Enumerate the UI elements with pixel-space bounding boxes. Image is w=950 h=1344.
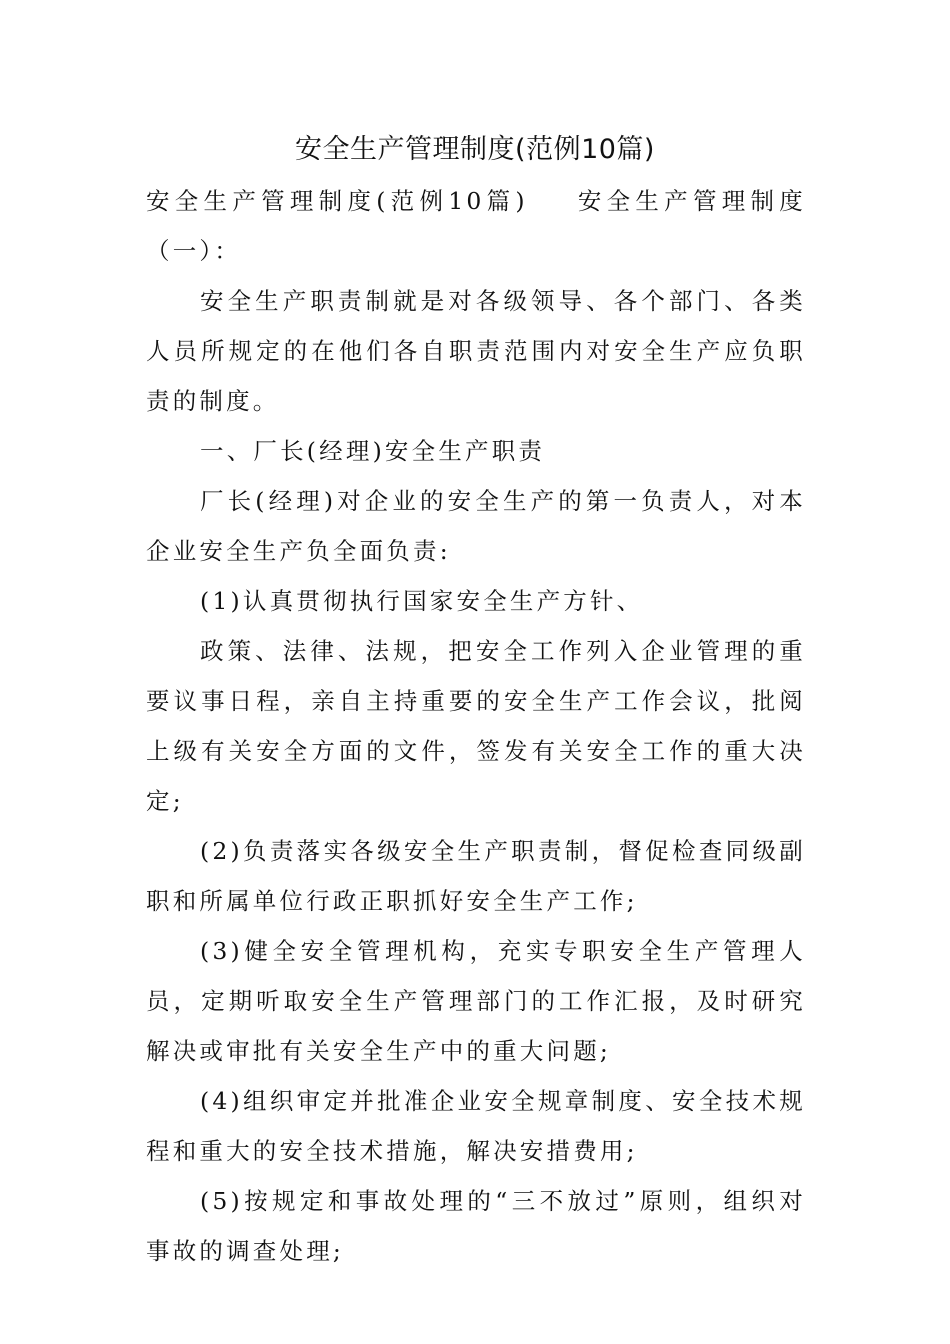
- list-item: (3)健全安全管理机构，充实专职安全生产管理人员，定期听取安全生产管理部门的工作汇报，及时研究解决或审批有关安全生产中的重大问题;: [146, 937, 806, 1065]
- document-title: 安全生产管理制度(范例10篇): [295, 134, 655, 165]
- list-item: (4)组织审定并批准企业安全规章制度、安全技术规程和重大的安全技术措施，解决安措费用;: [146, 1087, 806, 1165]
- section-heading: 一、厂长(经理)安全生产职责: [200, 437, 546, 465]
- paragraph: 政策、法律、法规，把安全工作列入企业管理的重要议事日程，亲自主持重要的安全生产工作会议，批阅上级有关安全方面的文件，签发有关安全工作的重大决定;: [146, 637, 806, 815]
- paragraph: 厂长(经理)对企业的安全生产的第一负责人，对本企业安全生产负全面负责:: [146, 487, 806, 565]
- list-item: (5)按规定和事故处理的“三不放过”原则，组织对事故的调查处理;: [146, 1187, 806, 1265]
- heading-line-right: 安全生产管理制度: [575, 187, 806, 215]
- heading-line: [146, 176, 806, 226]
- paragraph: 安全生产职责制就是对各级领导、各个部门、各类人员所规定的在他们各自职责范围内对安全生产应负职责的制度。: [146, 287, 806, 415]
- heading-line-left: 安全生产管理制度(范例10篇): [146, 187, 528, 215]
- heading-line-cont: （一）：: [146, 237, 242, 265]
- list-item: (2)负责落实各级安全生产职责制，督促检查同级副职和所属单位行政正职抓好安全生产工作;: [146, 837, 806, 915]
- document-body: [146, 176, 806, 1276]
- list-item: (1)认真贯彻执行国家安全生产方针、: [200, 587, 644, 615]
